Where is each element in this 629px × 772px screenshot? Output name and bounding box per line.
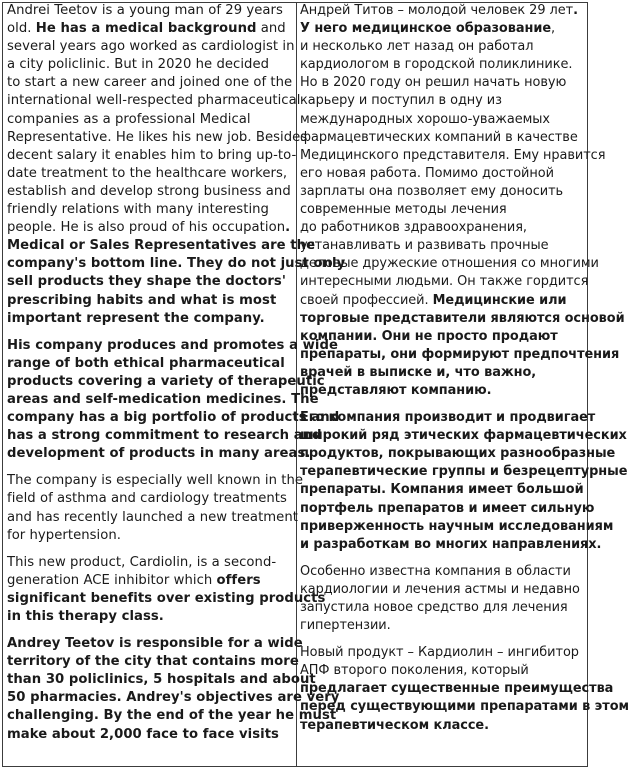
- text-line: [300, 463, 628, 481]
- text-line: [7, 74, 293, 92]
- text-line: [300, 500, 595, 518]
- text-run: and has recently launched a new treatment: [7, 509, 298, 525]
- text-run: своей профессией.: [300, 292, 433, 308]
- text-line: [300, 147, 606, 165]
- text-run: Новый продукт – Кардиолин – ингибитор: [300, 645, 579, 661]
- bold-text: предлагает существенные преимущества: [300, 681, 614, 697]
- english-paragraph-3: [7, 472, 304, 544]
- text-line: [7, 38, 295, 56]
- bold-text: company's bottom line. They do not just only: [7, 256, 346, 272]
- russian-paragraph-2: [300, 409, 628, 554]
- text-run: Андрей Титов – молодой человек 29 лет: [300, 3, 574, 18]
- bold-text: У него медицинское образование: [300, 21, 552, 37]
- text-line: [300, 662, 582, 680]
- text-line: [7, 635, 303, 653]
- bold-text: than 30 policlinics, 5 hospitals and about: [7, 672, 316, 688]
- text-line: [300, 111, 582, 129]
- text-line: [7, 490, 288, 508]
- text-line: [7, 608, 288, 626]
- bold-text: areas and self-medication medicines. The: [7, 391, 319, 407]
- text-line: [7, 653, 299, 671]
- text-line: [7, 373, 325, 391]
- text-line: [300, 536, 602, 554]
- text-line: [300, 273, 589, 291]
- text-line: [7, 201, 288, 219]
- text-line: [300, 201, 582, 219]
- bold-text: challenging. By the end of the year he must: [7, 708, 337, 724]
- text-line: [7, 689, 340, 707]
- bold-text: company has a big portfolio of products and: [7, 410, 340, 426]
- text-line: [300, 237, 582, 255]
- bold-text: Его компания производит и продвигает: [300, 410, 596, 426]
- text-run: кардиологии и лечения астмы и недавно: [300, 581, 580, 597]
- text-line: [300, 74, 582, 92]
- text-run: to start a new career and joined one of the: [7, 75, 293, 91]
- text-run: companies as a professional Medical: [7, 111, 251, 127]
- text-run: people. He is also proud of his occupation: [7, 220, 286, 236]
- text-run: a city policlinic. But in 2020 he decided: [7, 57, 270, 73]
- text-line: [7, 273, 288, 291]
- text-run: его новая работа. Помимо достойной: [300, 165, 554, 181]
- text-line: [7, 337, 338, 355]
- text-run: international well-respected pharmaceutical: [7, 93, 301, 109]
- text-line: [7, 2, 288, 20]
- bold-text: и разработкам во многих направлениях.: [300, 536, 602, 552]
- text-run: ,: [551, 21, 556, 37]
- bold-text: offers: [216, 572, 261, 588]
- text-run: and: [256, 21, 286, 37]
- russian-paragraph-3: [300, 563, 582, 635]
- bold-text: sell products they shape the doctors': [7, 274, 286, 290]
- text-line: [7, 527, 288, 545]
- text-line: [7, 111, 288, 129]
- text-line: [300, 2, 582, 20]
- text-line: [300, 364, 582, 382]
- text-run: generation ACE inhibitor which: [7, 572, 217, 588]
- text-line: [300, 183, 582, 201]
- text-line: [300, 518, 614, 536]
- bold-text: prescribing habits and what is most: [7, 292, 277, 308]
- text-run: АПФ второго поколения, который: [300, 663, 529, 679]
- text-line: [300, 382, 582, 400]
- text-line: [300, 644, 582, 662]
- text-line: [300, 617, 582, 635]
- bold-text: Andrey Teetov is responsible for a wide: [7, 636, 303, 652]
- text-line: [300, 292, 582, 310]
- text-run: field of asthma and cardiology treatments: [7, 491, 287, 507]
- bold-text: important represent the company.: [7, 310, 265, 326]
- bold-text: make about 2,000 face to face visits: [7, 726, 279, 742]
- bold-text: significant benefits over existing products: [7, 590, 326, 606]
- text-line: [7, 183, 291, 201]
- bold-text: development of products in many areas.: [7, 446, 311, 462]
- text-run: гипертензии.: [300, 618, 391, 634]
- text-run: old.: [7, 21, 36, 37]
- text-run: запустила новое средство для лечения: [300, 600, 568, 615]
- text-line: [300, 427, 627, 445]
- bold-text: He has a medical background: [35, 21, 257, 37]
- text-line: [7, 92, 301, 110]
- russian-paragraph-1: [300, 2, 625, 400]
- text-line: [7, 219, 291, 237]
- text-line: [300, 328, 582, 346]
- text-line: [300, 409, 596, 427]
- bold-text: .: [285, 220, 291, 236]
- text-line: [7, 292, 288, 310]
- text-run: Особенно известна компания в области: [300, 563, 571, 579]
- text-run: устанавливать и развивать прочные: [300, 238, 549, 254]
- bold-text: приверженность научным исследованиям: [300, 518, 614, 534]
- text-line: [7, 147, 297, 165]
- english-paragraph-5: [7, 635, 340, 744]
- english-paragraph-2: [7, 337, 340, 464]
- text-run: Representative. He likes his new job. Besides: [7, 129, 308, 145]
- text-line: [300, 20, 582, 38]
- text-run: several years ago worked as cardiologist in: [7, 39, 295, 55]
- text-line: [7, 20, 288, 38]
- bold-text: 50 pharmacies. Andrey's objectives are very: [7, 690, 340, 706]
- bold-text: представляют компанию.: [300, 382, 492, 398]
- bold-text: Медицинские или: [432, 292, 567, 308]
- bold-text: продуктов, покрывающих разнообразные: [300, 446, 616, 462]
- text-line: [300, 56, 582, 74]
- bold-text: компании. Они не просто продают: [300, 328, 558, 344]
- text-run: establish and develop strong business and: [7, 183, 291, 199]
- bold-text: терапевтические группы и безрецептурные: [300, 464, 628, 480]
- text-line: [7, 56, 288, 74]
- text-run: for hypertension.: [7, 527, 122, 543]
- text-line: [300, 92, 582, 110]
- text-run: до работников здравоохранения,: [300, 220, 527, 236]
- text-run: зарплаты она позволяет ему доносить: [300, 183, 564, 199]
- text-run: деловые дружеские отношения со многими: [300, 256, 599, 272]
- text-line: [7, 707, 337, 725]
- text-run: date treatment to the healthcare workers,: [7, 165, 288, 181]
- text-run: и несколько лет назад он работал: [300, 39, 534, 55]
- bold-text: in this therapy class.: [7, 609, 164, 624]
- text-line: [300, 680, 614, 698]
- bold-text: торговые представители являются основой: [300, 310, 625, 326]
- text-line: [300, 165, 582, 183]
- text-line: [300, 310, 625, 328]
- bold-text: His company produces and promotes a wide: [7, 337, 338, 353]
- text-run: Andrei Teetov is a young man of 29 years: [7, 3, 283, 18]
- text-run: фармацевтических компаний в качестве: [300, 129, 578, 145]
- bold-text: терапевтическом классе.: [300, 717, 489, 733]
- text-line: [300, 129, 582, 147]
- text-line: [300, 445, 616, 463]
- text-run: Но в 2020 году он решил начать новую: [300, 75, 567, 91]
- bold-text: Medical or Sales Representatives are the: [7, 238, 316, 254]
- text-line: [7, 355, 288, 373]
- text-line: [7, 427, 322, 445]
- text-line: [7, 572, 288, 590]
- text-run: decent salary it enables him to bring up-to-: [7, 147, 297, 163]
- text-line: [7, 255, 346, 273]
- bold-text: .: [573, 3, 578, 18]
- bold-text: широкий ряд этических фармацевтических: [300, 428, 627, 444]
- bold-text: territory of the city that contains more: [7, 654, 299, 670]
- russian-column: [300, 2, 629, 735]
- text-line: [7, 726, 288, 744]
- bold-text: has a strong commitment to research and: [7, 428, 322, 444]
- text-line: [7, 445, 311, 463]
- text-run: международных хорошо-уважаемых: [300, 111, 550, 127]
- bold-text: range of both ethical pharmaceutical: [7, 355, 285, 371]
- text-line: [7, 129, 308, 147]
- text-line: [7, 409, 340, 427]
- text-run: friendly relations with many interesting: [7, 202, 269, 218]
- text-run: Медицинского представителя. Ему нравится: [300, 147, 606, 163]
- text-line: [300, 599, 582, 617]
- bold-text: портфель препаратов и имеет сильную: [300, 500, 595, 516]
- bold-text: препараты. Компания имеет большой: [300, 482, 584, 498]
- text-run: карьеру и поступил в одну из: [300, 93, 502, 109]
- text-run: интересными людьми. Он также гордится: [300, 274, 589, 290]
- text-line: [7, 472, 304, 490]
- text-line: [7, 590, 326, 608]
- text-line: [300, 698, 629, 716]
- text-line: [7, 391, 319, 409]
- text-line: [300, 581, 582, 599]
- bold-text: врачей в выписке и, что важно,: [300, 364, 537, 380]
- text-line: [7, 509, 298, 527]
- text-line: [7, 310, 288, 328]
- text-run: кардиологом в городской поликлинике.: [300, 57, 573, 73]
- text-run: The company is especially well known in the: [7, 473, 304, 489]
- text-line: [300, 717, 582, 735]
- text-run: современные методы лечения: [300, 202, 507, 218]
- text-line: [7, 671, 316, 689]
- text-line: [7, 554, 288, 572]
- text-line: [7, 237, 316, 255]
- text-line: [7, 165, 288, 183]
- russian-paragraph-4: [300, 644, 629, 734]
- text-line: [300, 38, 582, 56]
- english-paragraph-4: [7, 554, 326, 626]
- text-line: [300, 346, 620, 364]
- english-paragraph-1: [7, 2, 346, 328]
- text-line: [300, 563, 582, 581]
- bold-text: перед существующими препаратами в этом: [300, 699, 629, 715]
- text-line: [300, 219, 582, 237]
- text-run: This new product, Cardiolin, is a second-: [7, 554, 277, 570]
- text-line: [300, 255, 599, 273]
- bold-text: products covering a variety of therapeutic: [7, 373, 325, 389]
- bold-text: препараты, они формируют предпочтения: [300, 346, 620, 362]
- text-line: [300, 481, 582, 499]
